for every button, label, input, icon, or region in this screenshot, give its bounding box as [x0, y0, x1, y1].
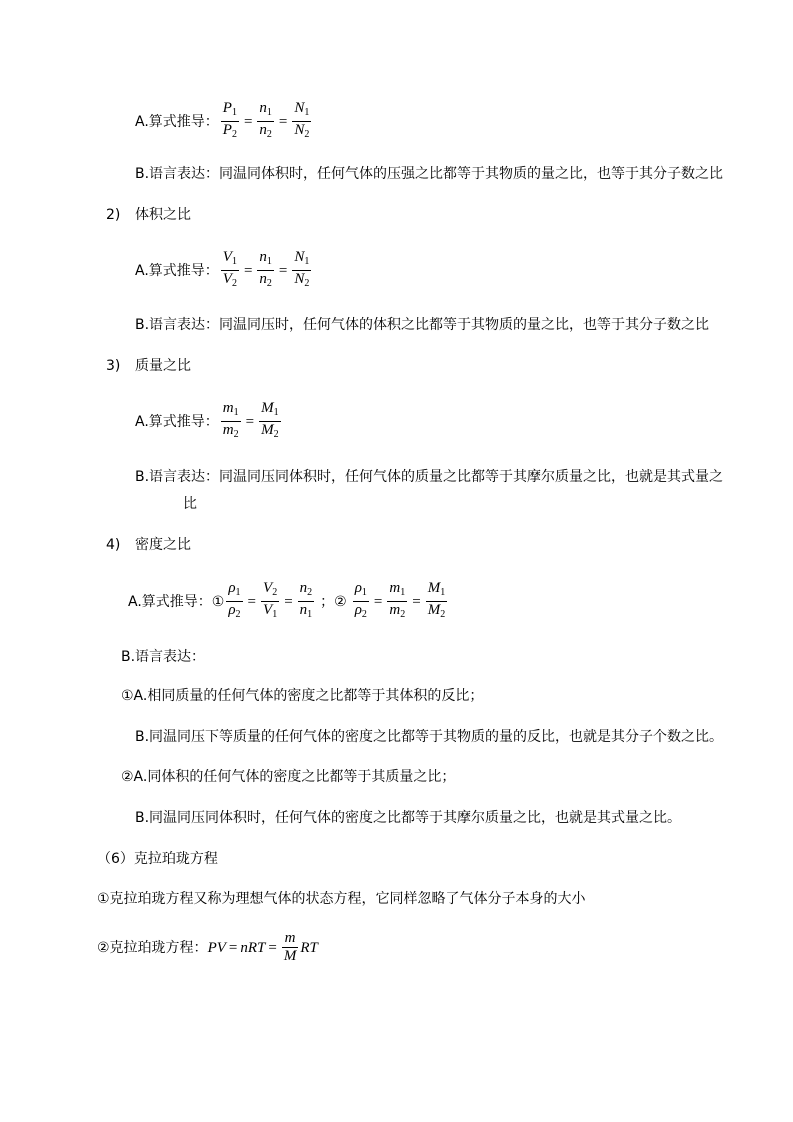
fraction-N: $\frac{N_1}{N_2}$ [294, 100, 310, 140]
fraction-rho: $\frac{\rho_1}{\rho_2}$ [228, 580, 241, 620]
section-density-ratio: 4) 密度之比 [106, 537, 191, 553]
fraction-p: $\frac{P_1}{P_2}$ [222, 100, 237, 140]
pressure-ratio-formula: A.算式推导： $\frac{P_1}{P_2}$ = $\frac{n_1}{n_2}$ = $\frac{N_1}{N_2}$ [135, 100, 313, 143]
fraction-v-inverse: $\frac{V_2}{V_1}$ [263, 580, 278, 620]
density-statement-heading: B.语言表达： [121, 649, 206, 665]
fraction-rho: $\frac{\rho_1}{\rho_2}$ [354, 580, 367, 620]
fraction-m: $\frac{m_1}{m_2}$ [222, 400, 239, 440]
fraction-n: $\frac{n_1}{n_2}$ [259, 249, 272, 289]
section-clapeyron: （6）克拉珀珑方程 [97, 851, 218, 867]
fraction-v: $\frac{V_1}{V_2}$ [222, 249, 237, 289]
formula-label: A.算式推导：① [128, 593, 225, 610]
fraction-m-over-M: $\frac{m}{M}$ [283, 930, 297, 964]
fraction-M: $\frac{M_1}{M_2}$ [427, 580, 446, 620]
volume-ratio-statement: B.语言表达：同温同压时，任何气体的体积之比都等于其物质的量之比，也等于其分子数之比 [135, 317, 710, 333]
fraction-m: $\frac{m_1}{m_2}$ [389, 580, 406, 620]
section-mass-ratio: 3) 质量之比 [106, 358, 191, 374]
formula-label: A.算式推导： [135, 113, 219, 130]
density-statement-1a: ①A.相同质量的任何气体的密度之比都等于其体积的反比； [121, 688, 484, 704]
fraction-N: $\frac{N_1}{N_2}$ [294, 249, 310, 289]
mass-ratio-statement: B.语言表达：同温同压同体积时，任何气体的质量之比都等于其摩尔质量之比，也就是其式量之 [135, 469, 724, 485]
clapeyron-description: ①克拉珀珑方程又称为理想气体的状态方程，它同样忽略了气体分子本身的大小 [97, 891, 586, 907]
formula-label: ②克拉珀珑方程： [97, 939, 208, 956]
density-statement-1b: B.同温同压下等质量的任何气体的密度之比都等于其物质的量的反比，也就是其分子个数之比。 [135, 729, 724, 745]
density-statement-2b: B.同温同压同体积时，任何气体的密度之比都等于其摩尔质量之比，也就是其式量之比。 [135, 810, 682, 826]
mass-ratio-formula: A.算式推导： $\frac{m_1}{m_2}$ = $\frac{M_1}{M_2}$ [135, 400, 283, 443]
volume-ratio-formula: A.算式推导： $\frac{V_1}{V_2}$ = $\frac{n_1}{n_2}$ = $\frac{N_1}{N_2}$ [135, 249, 313, 292]
mass-ratio-statement-cont: 比 [183, 496, 197, 512]
density-ratio-formula: A.算式推导：① $\frac{\rho_1}{\rho_2}$ = $\frac{V_2}{V_1}$ = $\frac{n_2}{n_1}$ ；② $\frac{\rho_1}{\rho_2}$ = $\frac{m_1}{m_2}$ = $\frac{M_1}{M_2}$ [128, 580, 449, 623]
formula-label: A.算式推导： [135, 413, 219, 430]
formula-label: A.算式推导： [135, 262, 219, 279]
pressure-ratio-statement: B.语言表达：同温同体积时，任何气体的压强之比都等于其物质的量之比，也等于其分子数之比 [135, 166, 724, 182]
fraction-n-inverse: $\frac{n_2}{n_1}$ [299, 580, 313, 620]
fraction-M: $\frac{M_1}{M_2}$ [261, 400, 279, 440]
section-volume-ratio: 2) 体积之比 [106, 207, 191, 223]
clapeyron-formula: ②克拉珀珑方程： PV = nRT = $\frac{m}{M}$ RT [97, 930, 318, 964]
density-statement-2a: ②A.同体积的任何气体的密度之比都等于其质量之比； [121, 769, 456, 785]
fraction-n: $\frac{n_1}{n_2}$ [259, 100, 272, 140]
